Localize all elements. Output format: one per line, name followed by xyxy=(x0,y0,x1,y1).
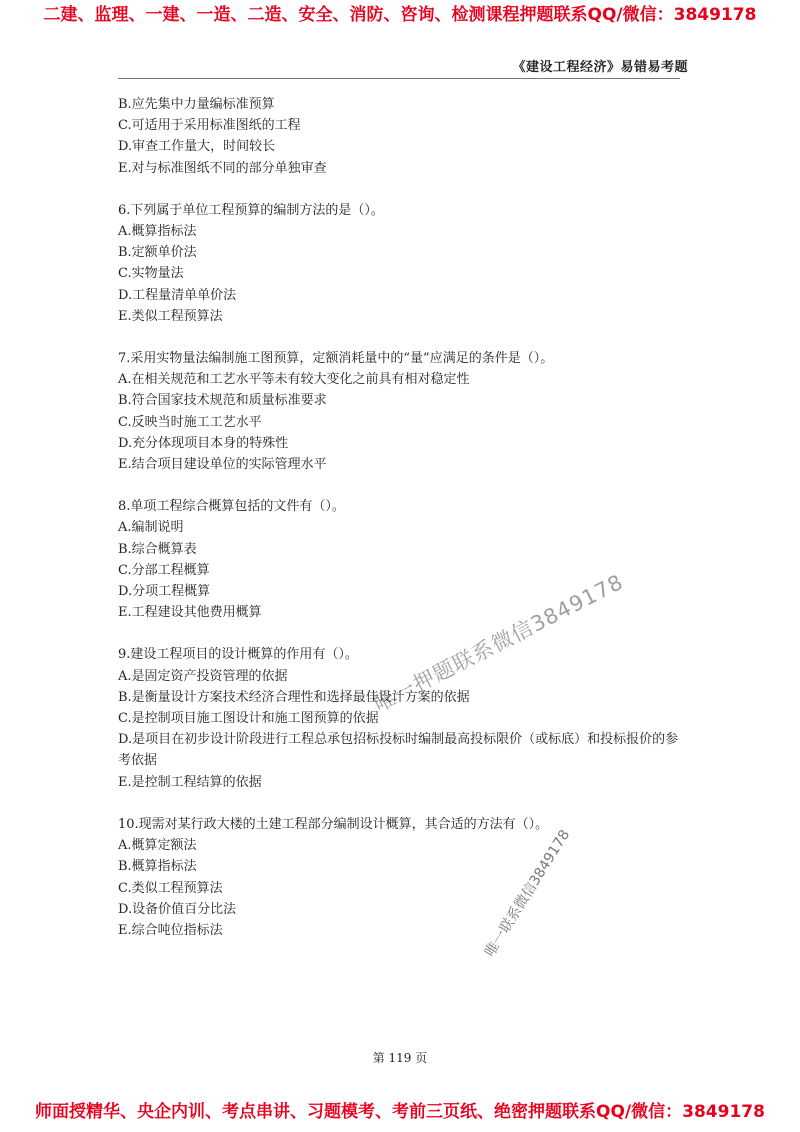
page-number: 第 119 页 xyxy=(372,1051,428,1065)
option-line: B.概算指标法 xyxy=(118,859,197,875)
document-header: 《建设工程经济》易错易考题 xyxy=(512,60,688,75)
option-line: E.综合吨位指标法 xyxy=(118,922,223,938)
option-line: B.是衡量设计方案技术经济合理性和选择最佳设计方案的依据 xyxy=(118,689,470,705)
option-line: C.可适用于采用标准图纸的工程 xyxy=(118,118,301,134)
option-line: B.应先集中力量编标准预算 xyxy=(118,97,275,112)
option-line: D.是项目在初步设计阶段进行工程总承包招标投标时编制最高投标限价（或标底）和投标报价的参考依据 xyxy=(118,732,679,769)
question-stem: 6.下列属于单位工程预算的编制方法的是（）。 xyxy=(118,202,384,218)
option-line: E.工程建设其他费用概算 xyxy=(118,605,262,621)
document-body xyxy=(118,94,688,941)
watermark-text: 唯一押题联系微信3849178 xyxy=(370,569,628,717)
question-6 xyxy=(118,200,688,327)
top-promo-banner: 二建、监理、一建、一造、二造、安全、消防、咨询、检测课程押题联系QQ/微信：3849178 xyxy=(43,5,757,25)
option-line: B.符合国家技术规范和质量标准要求 xyxy=(118,393,327,409)
header-divider xyxy=(118,78,680,79)
option-line: C.分部工程概算 xyxy=(118,562,210,578)
option-line: E.对与标准图纸不同的部分单独审查 xyxy=(118,160,327,176)
option-line: D.设备价值百分比法 xyxy=(118,901,237,917)
option-line: C.实物量法 xyxy=(118,266,184,282)
option-line: A.在相关规范和工艺水平等未有较大变化之前具有相对稳定性 xyxy=(118,372,470,388)
question-7 xyxy=(118,348,688,475)
option-line: A.编制说明 xyxy=(118,520,184,536)
question-stem: 7.采用实物量法编制施工图预算，定额消耗量中的“量”应满足的条件是（）。 xyxy=(118,351,554,367)
option-line: E.是控制工程结算的依据 xyxy=(118,774,262,790)
option-line: E.结合项目建设单位的实际管理水平 xyxy=(118,457,327,473)
question-stem: 8.单项工程综合概算包括的文件有（）。 xyxy=(118,499,345,515)
option-line: C.反映当时施工工艺水平 xyxy=(118,414,262,430)
option-line: C.是控制项目施工图设计和施工图预算的依据 xyxy=(118,711,379,727)
option-line: B.定额单价法 xyxy=(118,245,197,261)
question-9 xyxy=(118,644,688,792)
option-line: E.类似工程预算法 xyxy=(118,308,223,324)
lead-options-block xyxy=(118,94,688,179)
option-line: A.概算定额法 xyxy=(118,838,197,854)
question-stem: 10.现需对某行政大楼的土建工程部分编制设计概算，其合适的方法有（）。 xyxy=(118,816,549,832)
option-line: A.概算指标法 xyxy=(118,224,197,240)
option-line: C.类似工程预算法 xyxy=(118,880,223,896)
option-line: D.审查工作量大，时间较长 xyxy=(118,139,276,155)
question-10 xyxy=(118,814,688,941)
option-line: D.充分体现项目本身的特殊性 xyxy=(118,435,289,451)
option-line: A.是固定资产投资管理的依据 xyxy=(118,668,288,684)
option-line: B.综合概算表 xyxy=(118,541,197,557)
option-line: D.分项工程概算 xyxy=(118,584,211,600)
bottom-promo-banner: 师面授精华、央企内训、考点串讲、习题模考、考前三页纸、绝密押题联系QQ/微信：3849178 xyxy=(35,1102,765,1122)
option-line: D.工程量清单单价法 xyxy=(118,287,237,303)
watermark-text: 唯一联系微信3849178 xyxy=(482,827,574,960)
question-stem: 9.建设工程项目的设计概算的作用有（）。 xyxy=(118,647,358,663)
